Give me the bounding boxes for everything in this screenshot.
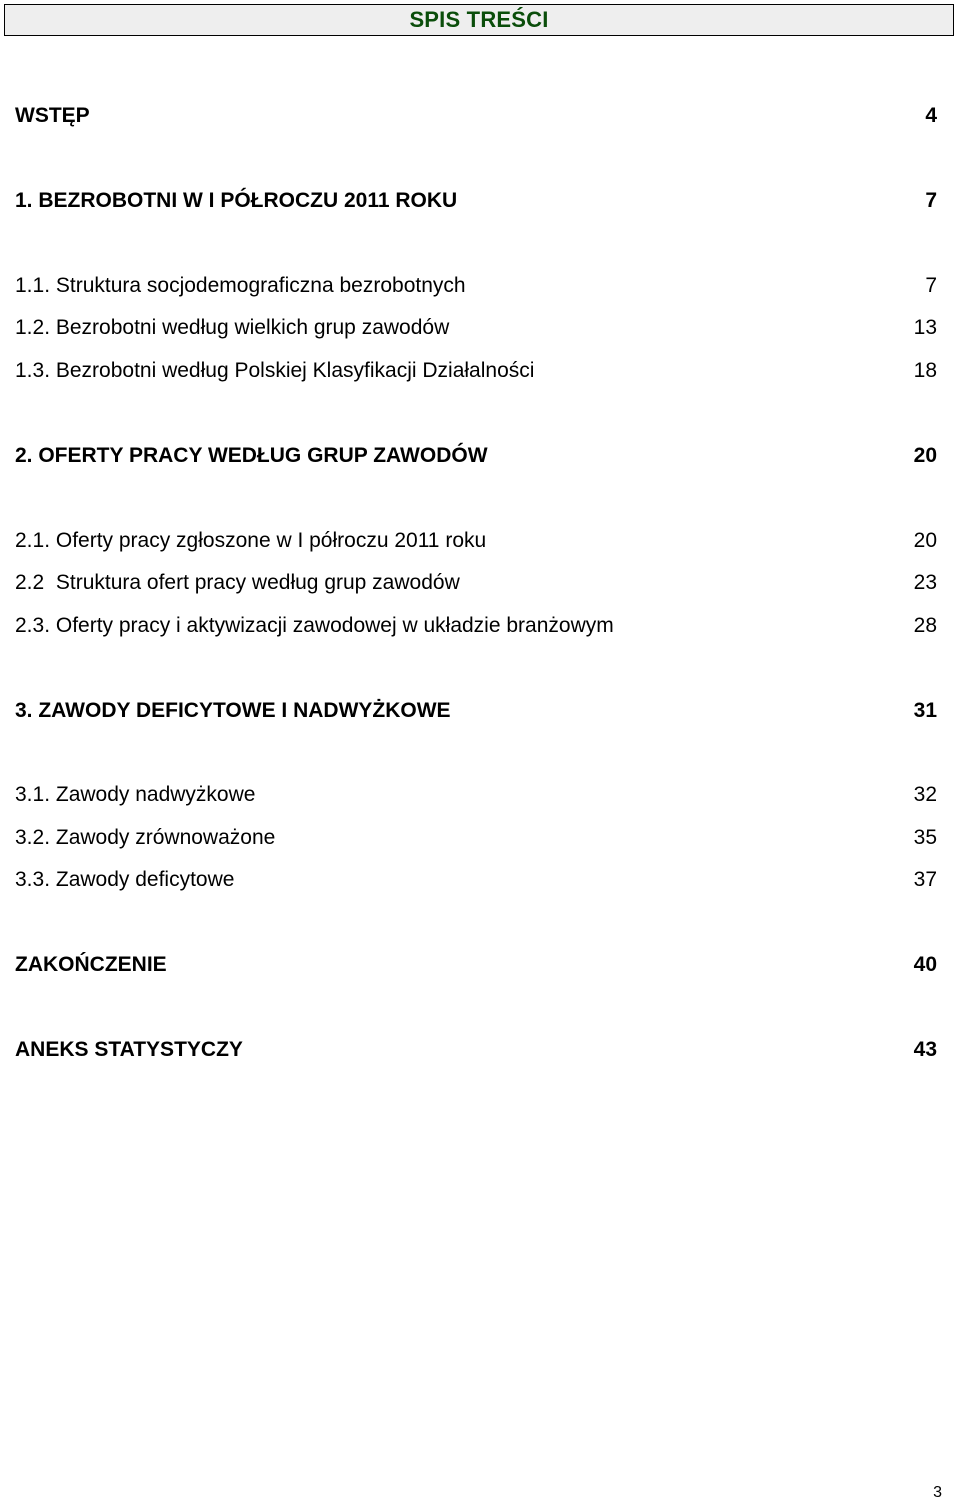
- toc-entry-label: 2.2 Struktura ofert pracy według grup zawodów: [15, 571, 460, 594]
- toc-entry-section-2-3[interactable]: [15, 613, 937, 639]
- toc-entry-label: 3.1. Zawody nadwyżkowe: [15, 783, 256, 806]
- toc-entry-page: 18: [913, 359, 937, 382]
- page-number: 3: [933, 1484, 942, 1501]
- toc-entry-aneks[interactable]: [15, 1037, 937, 1063]
- toc-entry-label: 1.1. Struktura socjodemograficzna bezrobotnych: [15, 274, 466, 297]
- toc-entry-page: 4: [925, 104, 937, 127]
- toc-entry-label: 3.2. Zawody zrównoważone: [15, 826, 276, 849]
- toc-entry-label: 2.1. Oferty pracy zgłoszone w I półroczu 2011 roku: [15, 529, 487, 552]
- toc-entry-section-1-1[interactable]: [15, 273, 937, 299]
- toc-entry-zakonczenie[interactable]: [15, 952, 937, 978]
- toc-entry-page: 20: [913, 444, 937, 467]
- toc-entry-page: 40: [913, 953, 937, 976]
- toc-entry-chapter-1[interactable]: [15, 188, 937, 214]
- toc-entry-section-1-3[interactable]: [15, 358, 937, 384]
- toc-entry-section-3-3[interactable]: [15, 867, 937, 893]
- toc-entry-page: 23: [913, 571, 937, 594]
- toc-entry-wstep[interactable]: [15, 103, 937, 129]
- toc-entry-page: 37: [913, 868, 937, 891]
- toc-entry-section-2-2[interactable]: [15, 570, 937, 596]
- toc-entry-section-3-2[interactable]: [15, 825, 937, 851]
- toc-entry-page: 35: [913, 826, 937, 849]
- toc-entry-page: 32: [913, 783, 937, 806]
- toc-title: SPIS TREŚCI: [409, 7, 549, 32]
- toc-entry-label: ANEKS STATYSTYCZY: [15, 1038, 243, 1061]
- toc-entry-page: 31: [913, 699, 937, 722]
- toc-entry-page: 13: [913, 316, 937, 339]
- toc-entry-label: 1.2. Bezrobotni według wielkich grup zawodów: [15, 316, 450, 339]
- toc-entry-page: 28: [913, 614, 937, 637]
- toc-entry-label: 1. BEZROBOTNI W I PÓŁROCZU 2011 ROKU: [15, 189, 458, 212]
- toc-title-box: [4, 4, 954, 36]
- toc-entry-label: ZAKOŃCZENIE: [15, 953, 167, 976]
- toc-entry-label: 2. OFERTY PRACY WEDŁUG GRUP ZAWODÓW: [15, 444, 488, 467]
- toc-entry-page: 20: [913, 529, 937, 552]
- toc-entry-label: 3. ZAWODY DEFICYTOWE I NADWYŻKOWE: [15, 699, 451, 722]
- toc-entry-label: WSTĘP: [15, 104, 90, 127]
- toc-entry-page: 7: [925, 274, 937, 297]
- toc-entry-label: 2.3. Oferty pracy i aktywizacji zawodowej w układzie branżowym: [15, 614, 614, 637]
- toc-entry-page: 7: [925, 189, 937, 212]
- toc-entry-page: 43: [913, 1038, 937, 1061]
- toc-entry-chapter-3[interactable]: [15, 698, 937, 724]
- toc-entry-section-2-1[interactable]: [15, 528, 937, 554]
- toc-entry-label: 3.3. Zawody deficytowe: [15, 868, 235, 891]
- toc-entry-chapter-2[interactable]: [15, 443, 937, 469]
- toc-entry-section-3-1[interactable]: [15, 782, 937, 808]
- toc-entry-section-1-2[interactable]: [15, 315, 937, 341]
- toc-entry-label: 1.3. Bezrobotni według Polskiej Klasyfikacji Działalności: [15, 359, 535, 382]
